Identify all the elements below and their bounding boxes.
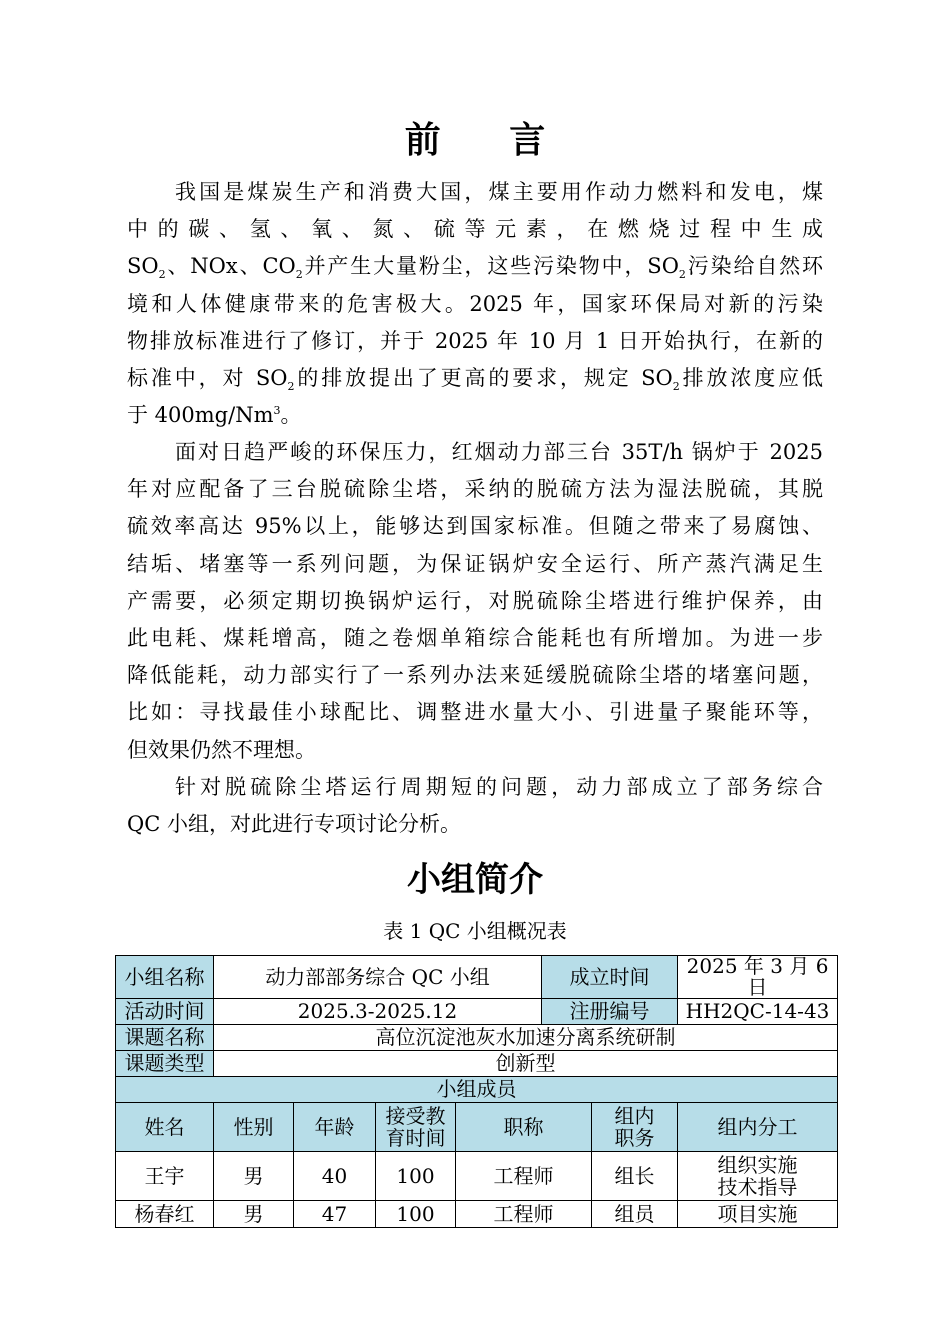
member-name: 王宇	[116, 1152, 214, 1201]
member-duty: 项目实施	[678, 1201, 838, 1228]
table-row	[116, 1201, 838, 1228]
table-row	[116, 1152, 838, 1201]
period-label: 活动时间	[116, 999, 214, 1025]
group-name-label: 小组名称	[116, 956, 214, 999]
member-title: 工程师	[456, 1201, 592, 1228]
header-duty: 组内分工	[678, 1103, 838, 1152]
text-line: QC 小组，对此进行专项讨论分析。	[127, 812, 461, 837]
header-name: 姓名	[116, 1103, 214, 1152]
text-line: $SO_2$、NOx、$CO_2$并产生大量粉尘，这些污染物中，$SO_2$污染给自然环	[127, 254, 824, 282]
header-age: 年龄	[294, 1103, 376, 1152]
member-education: 100	[376, 1152, 456, 1201]
text-line: 面对日趋严峻的环保压力，红烟动力部三台 35T/h 锅炉于 2025	[175, 440, 823, 464]
member-title: 工程师	[456, 1152, 592, 1201]
member-role: 组长	[592, 1152, 678, 1201]
text-line: 硫效率高达 95%以上，能够达到国家标准。但随之带来了易腐蚀、	[127, 514, 823, 539]
preface-paragraph-2	[127, 434, 823, 769]
header-title: 职称	[456, 1103, 592, 1152]
member-education: 100	[376, 1201, 456, 1228]
text-line: 结垢、堵塞等一系列问题，为保证锅炉安全运行、所产蒸汽满足生	[127, 551, 823, 576]
text-line: 物排放标准进行了修订，并于 2025 年 10 月 1 日开始执行，在新的	[127, 328, 823, 353]
preface-heading: 前 言	[404, 120, 574, 161]
topic-value: 高位沉淀池灰水加速分离系统研制	[214, 1025, 838, 1051]
header-role: 组内 职务	[592, 1103, 678, 1152]
reg-number-label: 注册编号	[542, 999, 678, 1025]
group-name-value: 动力部部务综合 QC 小组	[214, 956, 542, 999]
text-line: 标准中，对 $SO_2$的排放提出了更高的要求，规定 $SO_2$排放浓度应低	[127, 365, 824, 394]
founded-label: 成立时间	[542, 956, 678, 999]
header-education: 接受教 育时间	[376, 1103, 456, 1152]
preface-paragraph-1	[127, 174, 823, 434]
topic-type-value: 创新型	[214, 1051, 838, 1077]
table-caption: 表 1 QC 小组概况表	[383, 919, 567, 943]
member-name: 杨春红	[116, 1201, 214, 1228]
preface-paragraph-3	[127, 769, 823, 843]
text-line: 针对脱硫除尘塔运行周期短的问题，动力部成立了部务综合	[175, 775, 823, 799]
text-line: 于 400mg/Nm$^3$。	[127, 403, 302, 428]
reg-number-value: HH2QC-14-43	[678, 999, 838, 1025]
member-gender: 男	[214, 1152, 294, 1201]
period-value: 2025.3-2025.12	[214, 999, 542, 1025]
text-line: 产需要，必须定期切换锅炉运行，对脱硫除尘塔进行维护保养，由	[127, 588, 823, 613]
header-gender: 性别	[214, 1103, 294, 1152]
text-line: 比如：寻找最佳小球配比、调整进水量大小、引进量子聚能环等，	[127, 700, 823, 725]
group-intro-heading: 小组简介	[407, 860, 543, 900]
text-line: 降低能耗，动力部实行了一系列办法来延缓脱硫除尘塔的堵塞问题，	[127, 663, 823, 688]
text-line: 此电耗、煤耗增高，随之卷烟单箱综合能耗也有所增加。为进一步	[127, 625, 823, 650]
members-section-label: 小组成员	[116, 1077, 838, 1103]
text-line: 境和人体健康带来的危害极大。2025 年，国家环保局对新的污染	[127, 291, 823, 316]
text-line: 但效果仍然不理想。	[127, 737, 316, 762]
topic-label: 课题名称	[116, 1025, 214, 1051]
founded-value: 2025 年 3 月 6 日	[678, 956, 838, 999]
member-role: 组员	[592, 1201, 678, 1228]
text-line: 我国是煤炭生产和消费大国，煤主要用作动力燃料和发电，煤	[175, 180, 823, 204]
member-gender: 男	[214, 1201, 294, 1228]
text-line: 年对应配备了三台脱硫除尘塔，采纳的脱硫方法为湿法脱硫，其脱	[127, 477, 823, 502]
text-line: 中的碳、氢、氧、氮、硫等元素，在燃烧过程中生成	[127, 217, 823, 242]
qc-group-overview-table	[115, 955, 838, 1228]
topic-type-label: 课题类型	[116, 1051, 214, 1077]
member-age: 40	[294, 1152, 376, 1201]
member-duty: 组织实施 技术指导	[678, 1152, 838, 1201]
member-age: 47	[294, 1201, 376, 1228]
